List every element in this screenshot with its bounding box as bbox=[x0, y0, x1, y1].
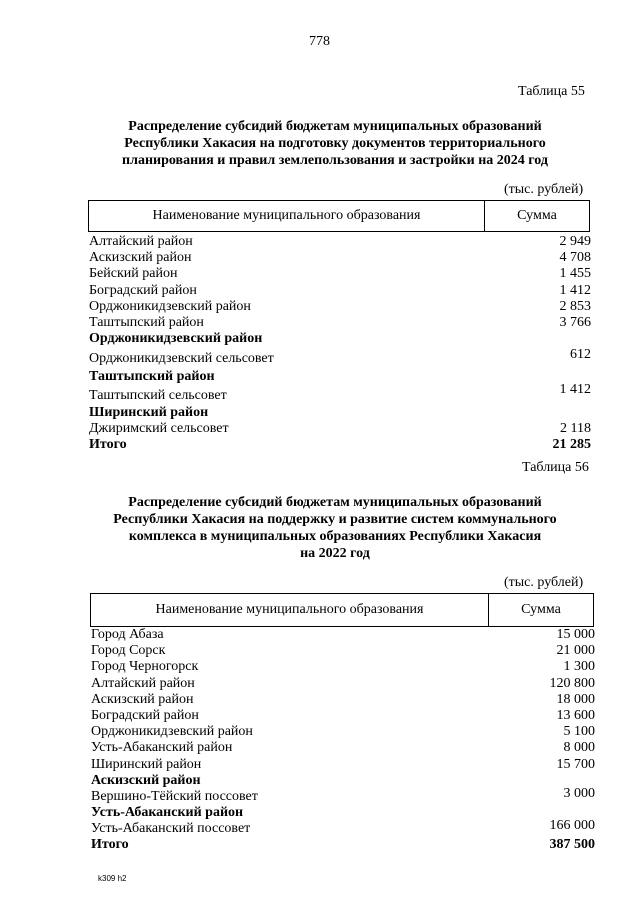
table-56-header-name: Наименование муниципального образования bbox=[91, 594, 489, 626]
row-name: Боградский район bbox=[89, 282, 197, 298]
row-name: Усть-Абаканский район bbox=[91, 740, 233, 756]
row-value: 1 455 bbox=[559, 266, 591, 282]
row-name: Таштыпский сельсовет bbox=[89, 387, 227, 403]
row-name: Алтайский район bbox=[91, 675, 195, 691]
table-row bbox=[89, 283, 591, 299]
row-value: 3 000 bbox=[563, 785, 595, 801]
table-total-row bbox=[89, 437, 591, 453]
table-row bbox=[89, 266, 591, 282]
row-value: 2 853 bbox=[559, 298, 591, 314]
row-name: Орджоникидзевский район bbox=[91, 724, 253, 740]
row-name: Город Сорск bbox=[91, 643, 166, 659]
table-row bbox=[91, 818, 595, 837]
table-56-body bbox=[91, 627, 595, 854]
row-value: 612 bbox=[570, 347, 591, 363]
group-name: Ширинский район bbox=[89, 404, 209, 420]
table-row bbox=[89, 315, 591, 331]
row-value: 5 100 bbox=[563, 724, 595, 740]
row-value: 1 300 bbox=[563, 659, 595, 675]
table-row bbox=[91, 785, 595, 805]
row-value: 3 766 bbox=[559, 314, 591, 330]
row-value: 2 118 bbox=[560, 420, 591, 436]
row-name: Алтайский район bbox=[89, 234, 193, 249]
group-name: Аскизский район bbox=[91, 772, 201, 788]
table-56-header bbox=[90, 593, 594, 627]
row-name: Усть-Абаканский поссовет bbox=[91, 821, 251, 837]
table-55-title-line: Распределение субсидий бюджетам муниципальных образований bbox=[128, 119, 542, 134]
row-name: Бейский район bbox=[89, 266, 178, 282]
table-56-units: (тыс. рублей) bbox=[504, 575, 584, 590]
table-56-title-line: на 2022 год bbox=[300, 546, 370, 561]
table-row bbox=[91, 724, 595, 740]
total-label: Итого bbox=[89, 436, 127, 452]
table-55-units: (тыс. рублей) bbox=[504, 182, 584, 197]
table-row bbox=[91, 708, 595, 724]
table-total-row bbox=[91, 837, 595, 853]
table-55-header-sum: Сумма bbox=[517, 208, 557, 223]
page-number: 778 bbox=[309, 34, 330, 49]
table-row bbox=[89, 381, 591, 405]
table-56-title-line: Республики Хакасия на поддержку и развитие систем коммунального bbox=[113, 512, 557, 527]
row-value: 166 000 bbox=[549, 818, 595, 834]
row-value: 15 000 bbox=[556, 627, 595, 642]
row-name: Вершино-Тёйский поссовет bbox=[91, 788, 258, 804]
table-group-row bbox=[89, 331, 591, 347]
row-value: 21 000 bbox=[556, 643, 595, 659]
table-row bbox=[89, 421, 591, 437]
table-row bbox=[91, 659, 595, 675]
total-value: 387 500 bbox=[549, 837, 595, 853]
table-56-title bbox=[70, 494, 600, 562]
total-value: 21 285 bbox=[552, 436, 591, 452]
table-55-label: Таблица 55 bbox=[518, 84, 585, 99]
table-group-row bbox=[89, 369, 591, 385]
group-name: Орджоникидзевский район bbox=[89, 331, 263, 347]
total-label: Итого bbox=[91, 837, 129, 853]
row-name: Город Абаза bbox=[91, 627, 164, 642]
footer-code: k309 h2 bbox=[98, 874, 127, 883]
row-value: 1 412 bbox=[559, 381, 591, 397]
table-55-title-line: планирования и правил землепользования и застройки на 2024 год bbox=[122, 153, 548, 168]
table-55-body bbox=[89, 234, 591, 453]
row-name: Таштыпский район bbox=[89, 314, 204, 330]
table-56-title-line: Распределение субсидий бюджетам муниципальных образований bbox=[128, 495, 542, 510]
table-row bbox=[91, 643, 595, 659]
table-row bbox=[89, 250, 591, 266]
table-group-row bbox=[91, 773, 595, 789]
row-name: Боградский район bbox=[91, 707, 199, 723]
row-value: 120 800 bbox=[549, 675, 595, 691]
table-56-label: Таблица 56 bbox=[522, 460, 589, 475]
row-name: Джиримский сельсовет bbox=[89, 420, 229, 436]
table-row bbox=[91, 627, 595, 643]
table-row bbox=[91, 692, 595, 708]
table-55-title bbox=[70, 118, 600, 169]
row-name: Орджоникидзевский район bbox=[89, 298, 251, 314]
row-value: 4 708 bbox=[559, 250, 591, 266]
table-row bbox=[89, 234, 591, 250]
row-value: 15 700 bbox=[556, 756, 595, 772]
row-name: Аскизский район bbox=[91, 691, 194, 707]
group-name: Таштыпский район bbox=[89, 369, 215, 385]
table-55-header-name: Наименование муниципального образования bbox=[89, 201, 485, 231]
row-value: 1 412 bbox=[559, 282, 591, 298]
table-row bbox=[91, 757, 595, 773]
row-value: 8 000 bbox=[563, 740, 595, 756]
row-value: 13 600 bbox=[556, 707, 595, 723]
table-56-title-line: комплекса в муниципальных образованиях Республики Хакасия bbox=[128, 529, 542, 544]
table-row bbox=[91, 740, 595, 756]
row-name: Орджоникидзевский сельсовет bbox=[89, 351, 274, 367]
table-group-row bbox=[89, 405, 591, 421]
table-55-header bbox=[88, 200, 590, 232]
row-name: Город Черногорск bbox=[91, 659, 199, 675]
table-55-title-line: Республики Хакасия на подготовку документов территориального bbox=[124, 136, 546, 151]
table-row bbox=[91, 676, 595, 692]
table-row bbox=[89, 347, 591, 369]
table-group-row bbox=[91, 805, 595, 821]
row-name: Аскизский район bbox=[89, 250, 192, 266]
row-value: 18 000 bbox=[556, 691, 595, 707]
row-name: Ширинский район bbox=[91, 756, 202, 772]
row-value: 2 949 bbox=[559, 234, 591, 249]
group-name: Усть-Абаканский район bbox=[91, 805, 244, 821]
table-56-header-sum: Сумма bbox=[521, 602, 561, 617]
table-row bbox=[89, 299, 591, 315]
